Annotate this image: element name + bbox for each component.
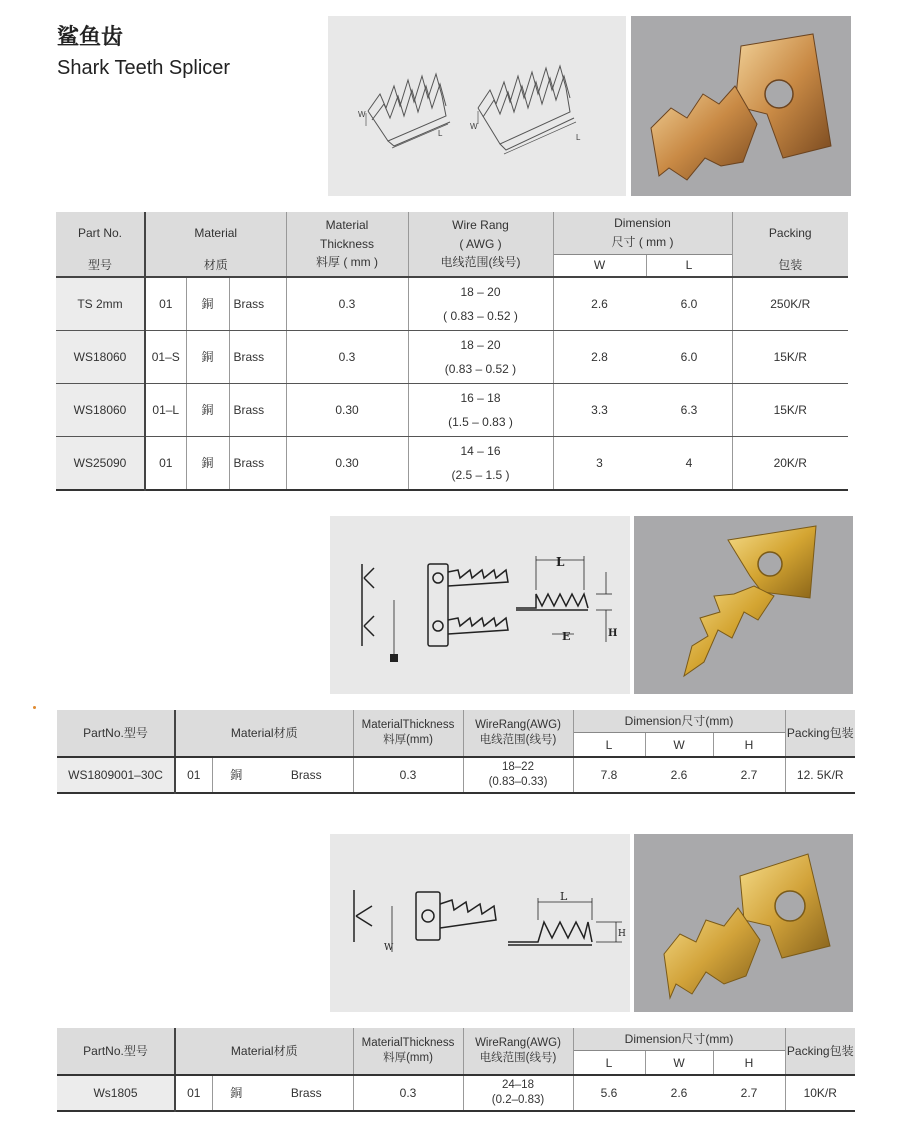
material-name: Brass — [290, 767, 322, 782]
header-dim-l: L — [573, 1051, 645, 1075]
dim-l: 4 — [646, 437, 732, 491]
header-wire-1: WireRang(AWG) — [475, 1037, 561, 1050]
header-packing: Packing — [732, 212, 848, 254]
material-cn: 銅 — [186, 384, 229, 437]
header-thickness-cn: 料厚 ( mm ) — [316, 255, 378, 270]
dim-l: 6.0 — [646, 277, 732, 331]
dim-label-h: H — [608, 628, 618, 639]
wire-awg: 24–18 — [502, 1079, 534, 1092]
material-name: Brass — [229, 277, 286, 331]
material-cn: 銅 — [186, 331, 229, 384]
header-thickness-cn: 料厚(mm) — [383, 734, 433, 746]
material-code: 01 — [145, 437, 186, 491]
header-dim-h: H — [713, 733, 785, 757]
dim-label-w: W — [358, 110, 366, 119]
thickness: 0.30 — [286, 437, 408, 491]
wire-awg: 14 – 16 — [460, 444, 501, 458]
dim-label-l: L — [576, 133, 581, 142]
spec-table-1 — [56, 212, 848, 491]
spec-table-2 — [57, 710, 855, 794]
wire-range: (0.83 – 0.52 ) — [444, 362, 517, 376]
wire-range: (2.5 – 1.5 ) — [451, 468, 510, 482]
header-dim-w: W — [645, 733, 713, 757]
material-code: 01 — [175, 1075, 212, 1111]
header-material: Material材质 — [175, 710, 353, 757]
table-row — [57, 757, 855, 793]
header-dim-w: W — [645, 1051, 713, 1075]
header-thickness-2: Thickness — [319, 236, 375, 251]
header-part-no-cn: 型号 — [87, 257, 112, 272]
dim-label-h: H — [618, 929, 626, 939]
header-wire-1: Wire Rang — [452, 218, 509, 233]
header-dim-l: L — [573, 733, 645, 757]
wire-range: ( 0.83 – 0.52 ) — [443, 309, 518, 323]
material-cn: 銅 — [186, 277, 229, 331]
material-cn: 銅 — [186, 437, 229, 491]
page-title-en: Shark Teeth Splicer — [57, 57, 231, 79]
part-number: WS18060 — [56, 331, 145, 384]
header-wire-2: ( AWG ) — [459, 236, 502, 251]
header-material-cn: 材质 — [145, 254, 286, 277]
header-material: Material材质 — [175, 1028, 353, 1075]
header-part-no: Part No. — [77, 225, 122, 240]
table-row — [56, 277, 848, 331]
brass-splicer-photo-2 — [634, 516, 853, 694]
thickness: 0.30 — [286, 384, 408, 437]
header-wire-cn: 电线范围(线号) — [440, 255, 521, 270]
dim-l: 6.0 — [646, 331, 732, 384]
packing: 250K/R — [732, 277, 848, 331]
header-thickness-cn: 料厚(mm) — [383, 1052, 433, 1064]
part-number: TS 2mm — [56, 277, 145, 331]
packing: 20K/R — [732, 437, 848, 491]
header-dimension: Dimension — [614, 216, 671, 231]
material-code: 01–L — [145, 384, 186, 437]
dim-label-e: E — [562, 630, 571, 643]
material-code: 01 — [145, 277, 186, 331]
spec-table-3 — [57, 1028, 855, 1112]
header-packing: Packing包装 — [785, 1028, 855, 1075]
material-name: Brass — [229, 437, 286, 491]
header-wire-cn: 电线范围(线号) — [479, 1052, 557, 1064]
header-part-no: PartNo.型号 — [57, 710, 175, 757]
table-row — [56, 384, 848, 437]
thickness: 0.3 — [286, 331, 408, 384]
header-packing: Packing包装 — [785, 710, 855, 757]
header-wire-1: WireRang(AWG) — [475, 719, 561, 732]
wire-awg: 16 – 18 — [460, 391, 501, 405]
packing: 12. 5K/R — [785, 757, 855, 793]
part-number: WS1809001–30C — [57, 757, 175, 793]
part-number: WS18060 — [56, 384, 145, 437]
packing: 10K/R — [785, 1075, 855, 1111]
header-material: Material — [145, 212, 286, 254]
dim-w: 2.6 — [645, 1075, 713, 1111]
material-name: Brass — [229, 384, 286, 437]
material-code: 01 — [175, 757, 212, 793]
dim-w: 3.3 — [553, 384, 646, 437]
packing: 15K/R — [732, 384, 848, 437]
wire-range: (0.2–0.83) — [491, 1094, 545, 1106]
dim-w: 2.6 — [553, 277, 646, 331]
header-dim-h: H — [713, 1051, 785, 1075]
table-row — [56, 437, 848, 491]
material-cn: 銅 — [212, 757, 260, 793]
thickness: 0.3 — [353, 757, 463, 793]
header-thickness-1: MaterialThickness — [361, 719, 455, 732]
part-number: Ws1805 — [57, 1075, 175, 1111]
splicer-technical-drawing-2 — [330, 516, 630, 694]
dim-label-l: L — [556, 555, 565, 569]
dim-w: 2.6 — [645, 757, 713, 793]
packing: 15K/R — [732, 331, 848, 384]
drawing-panel-3 — [330, 834, 630, 1012]
wire-awg: 18–22 — [502, 761, 534, 774]
thickness: 0.3 — [286, 277, 408, 331]
dim-l: 5.6 — [573, 1075, 645, 1111]
dim-h: 2.7 — [713, 757, 785, 793]
header-wire-cn: 电线范围(线号) — [479, 734, 557, 746]
dim-label-l: L — [560, 890, 568, 903]
decorative-dot — [33, 706, 36, 709]
part-number: WS25090 — [56, 437, 145, 491]
wire-range: (0.83–0.33) — [488, 776, 548, 788]
dim-label-w: W — [470, 122, 478, 131]
dim-h: 2.7 — [713, 1075, 785, 1111]
drawing-panel-2 — [330, 516, 630, 694]
product-photo-2 — [634, 516, 853, 694]
brass-splicer-photo-3 — [634, 834, 853, 1012]
dim-label-w: W — [384, 943, 394, 953]
material-name: Brass — [229, 331, 286, 384]
product-photo-3 — [634, 834, 853, 1012]
material-name: Brass — [290, 1085, 322, 1100]
wire-range: (1.5 – 0.83 ) — [448, 415, 513, 429]
header-dimension: Dimension尺寸(mm) — [573, 710, 785, 733]
header-thickness-1: MaterialThickness — [361, 1037, 455, 1050]
wire-awg: 18 – 20 — [460, 338, 501, 352]
splicer-line-drawing-1 — [328, 16, 626, 196]
header-dimension-cn: 尺寸 ( mm ) — [611, 234, 674, 249]
product-photo-1 — [631, 16, 851, 196]
material-cn: 銅 — [212, 1075, 260, 1111]
material-code: 01–S — [145, 331, 186, 384]
dim-w: 3 — [553, 437, 646, 491]
page-title-cn: 鲨鱼齿 — [57, 25, 124, 50]
header-packing-cn: 包装 — [732, 254, 848, 277]
header-dim-w: W — [553, 254, 646, 277]
dim-l: 7.8 — [573, 757, 645, 793]
header-part-no: PartNo.型号 — [57, 1028, 175, 1075]
header-dim-l: L — [646, 254, 732, 277]
drawing-panel-1 — [328, 16, 626, 196]
table-row — [57, 1075, 855, 1111]
splicer-technical-drawing-3 — [330, 834, 630, 1012]
header-thickness-1: Material — [325, 218, 369, 233]
wire-awg: 18 – 20 — [460, 285, 501, 299]
dim-l: 6.3 — [646, 384, 732, 437]
brass-splicer-photo-1 — [631, 16, 851, 196]
thickness: 0.3 — [353, 1075, 463, 1111]
header-dimension: Dimension尺寸(mm) — [573, 1028, 785, 1051]
dim-w: 2.8 — [553, 331, 646, 384]
dim-label-l: L — [438, 129, 443, 138]
table-row — [56, 331, 848, 384]
